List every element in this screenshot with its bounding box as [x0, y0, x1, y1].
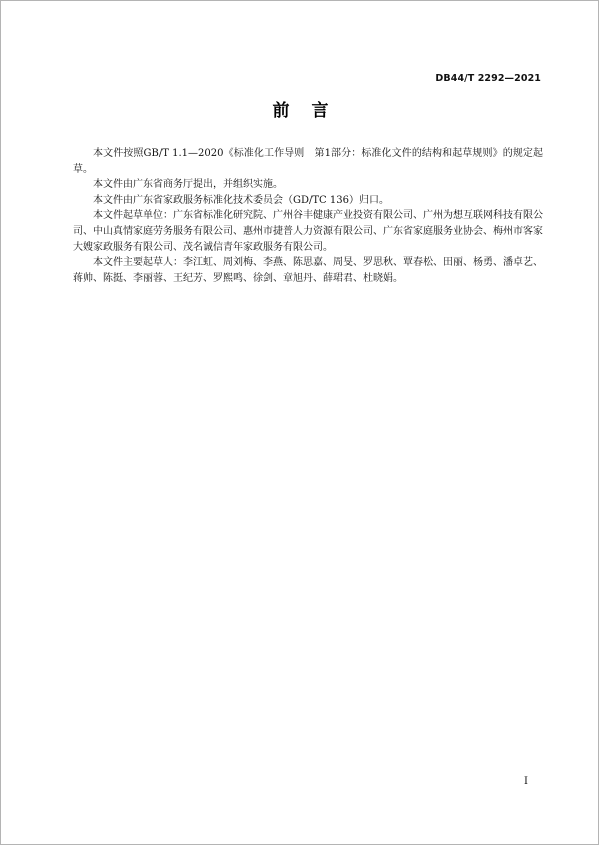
paragraph-committee: 本文件由广东省家政服务标准化技术委员会（GD/TC 136）归口。 — [93, 194, 389, 206]
paragraph-drafting-units: 本文件起草单位：广东省标准化研究院、广州谷丰健康产业投资有限公司、广州为想互联网科技有限公司、中山真情家庭劳务服务有限公司、惠州市捷普人力资源有限公司、广东省家庭服务业协会、梅州市客家大嫂家政服务有限公司、茂名诚信青年家政服务有限公司。 — [73, 210, 543, 253]
page-number: I — [524, 776, 528, 787]
document-code: DB44/T 2292—2021 — [435, 73, 541, 84]
paragraph-drafting-rules: 本文件按照GB/T 1.1—2020《标准化工作导则 第1部分：标准化文件的结构和起草规则》的规定起草。 — [73, 148, 543, 175]
paragraph-proposer: 本文件由广东省商务厅提出，并组织实施。 — [93, 179, 283, 191]
foreword-body — [73, 146, 543, 286]
paragraph-drafters: 本文件主要起草人：李江虹、周刘梅、李燕、陈思嘉、周旻、罗思秋、覃春松、田丽、杨勇、潘卓艺、蒋帅、陈挺、李丽蓉、王纪芳、罗熙鸣、徐剑、章旭丹、薛珺君、杜晓娟。 — [73, 257, 543, 284]
page-title: 前言 — [272, 101, 351, 121]
